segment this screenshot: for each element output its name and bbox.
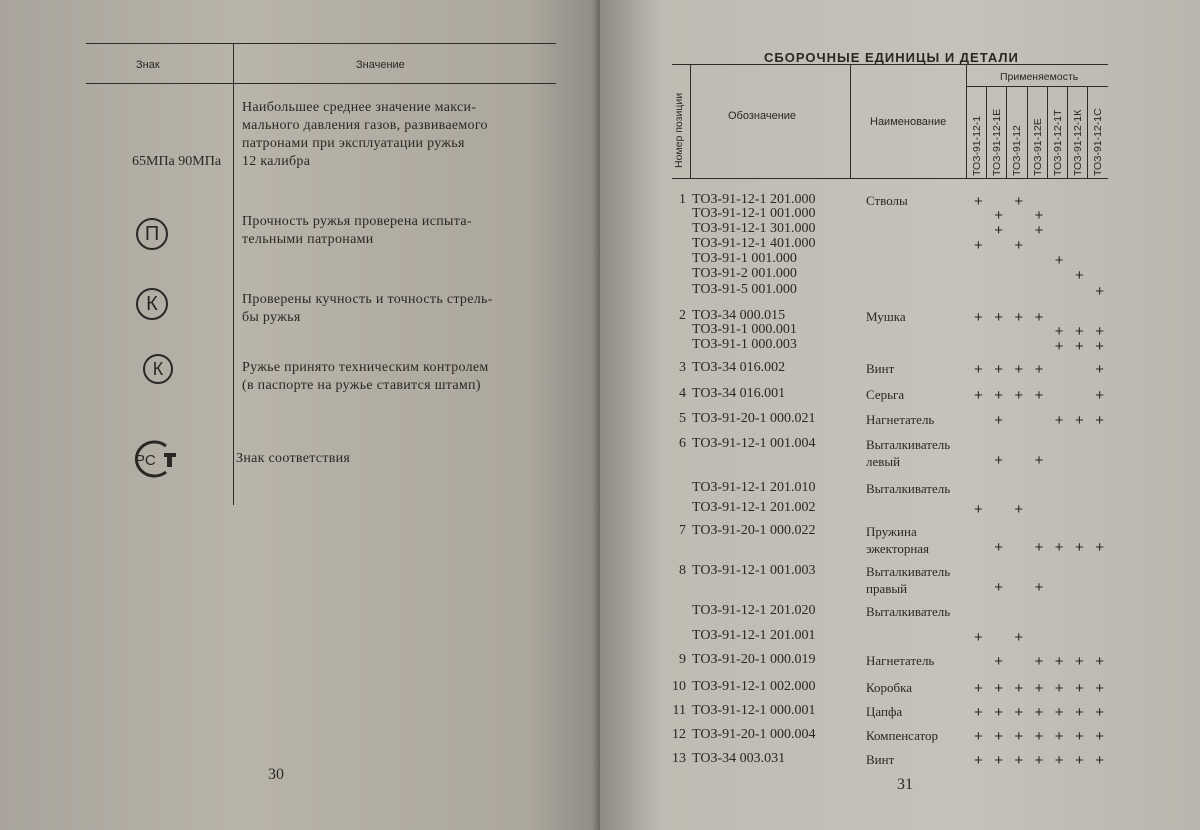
column-header-sign: Знак <box>136 59 160 71</box>
applicability-mark: + <box>1054 252 1064 269</box>
part-name: Винт <box>866 361 895 376</box>
part-designation: ТОЗ-91-1 000.003 <box>692 337 797 352</box>
model-column-divider <box>1087 86 1088 178</box>
pressure-description: Наибольшее среднее значение макси- мального давления газов, развиваемого патронами при эксплуатации ружья 12 калибра <box>242 100 488 169</box>
model-column-divider <box>1047 86 1048 178</box>
position-number: 3 <box>679 360 686 375</box>
applicability-mark: + <box>974 237 983 254</box>
applicability-mark: + <box>1034 361 1044 378</box>
part-designation: ТОЗ-34 016.001 <box>692 386 786 401</box>
applicability-mark: + <box>1034 309 1044 326</box>
inspection-letter: К <box>152 358 164 379</box>
part-designation: ТОЗ-91-2 001.000 <box>692 266 797 281</box>
applicability-mark: + <box>1034 680 1044 697</box>
applicability-mark: + <box>994 680 1003 697</box>
part-name: Пружина эжекторная <box>866 524 930 556</box>
part-name: Стволы <box>866 193 908 208</box>
applicability-mark: + <box>1014 361 1024 378</box>
position-number: 12 <box>672 727 686 742</box>
model-header: ТОЗ-91-12-1Т <box>1051 109 1064 176</box>
part-name: Серьга <box>866 387 905 402</box>
model-header: ТОЗ-91-12-1С <box>1092 108 1105 176</box>
conformity-mark-icon <box>126 438 182 480</box>
applicability-mark: + <box>994 704 1003 721</box>
applicability-mark: + <box>1014 728 1024 745</box>
part-designation: ТОЗ-91-12-1 201.010 <box>692 480 816 495</box>
applicability-mark: + <box>974 193 983 210</box>
part-name: Выталкиватель левый <box>866 437 951 469</box>
applicability-mark: + <box>974 309 983 326</box>
applicability-mark: + <box>1075 653 1084 670</box>
column-header-designation: Обозначение <box>728 110 797 122</box>
accuracy-letter: К <box>146 292 158 315</box>
part-name: Цапфа <box>866 704 903 719</box>
applicability-mark: + <box>1095 728 1104 745</box>
part-designation: ТОЗ-91-12-1 002.000 <box>692 679 816 694</box>
applicability-mark: + <box>1095 412 1104 429</box>
applicability-mark: + <box>1075 338 1084 355</box>
position-number: 11 <box>672 703 686 718</box>
applicability-mark: + <box>1034 539 1044 556</box>
applicability-mark: + <box>1034 653 1044 670</box>
parts-table-header-rule <box>672 178 1108 179</box>
table-column-divider <box>233 43 234 505</box>
applicability-mark: + <box>994 412 1003 429</box>
applicability-mark: + <box>1075 267 1084 284</box>
proof-test-sign <box>136 218 168 250</box>
applicability-mark: + <box>1014 237 1024 254</box>
applicability-mark: + <box>1054 728 1064 745</box>
model-header: ТОЗ-91-12-1Е <box>991 108 1004 176</box>
applicability-mark: + <box>1095 387 1104 404</box>
part-designation: ТОЗ-91-12-1 001.004 <box>692 436 816 451</box>
applicability-mark: + <box>1054 653 1064 670</box>
applicability-mark: + <box>1034 704 1044 721</box>
conformity-description: Знак соответствия <box>236 451 351 466</box>
section-title: СБОРОЧНЫЕ ЕДИНИЦЫ И ДЕТАЛИ <box>764 50 1019 65</box>
applicability-mark: + <box>994 309 1003 326</box>
pressure-sign: 65МПа 90МПа <box>132 154 222 169</box>
part-name: Выталкиватель <box>866 481 951 496</box>
part-designation: ТОЗ-91-12-1 000.001 <box>692 703 816 718</box>
applicability-mark: + <box>1054 704 1064 721</box>
part-name: Мушка <box>866 309 906 324</box>
part-designation: ТОЗ-91-12-1 401.000 <box>692 236 816 251</box>
part-designation: ТОЗ-91-1 001.000 <box>692 251 797 266</box>
applicability-mark: + <box>1014 704 1024 721</box>
table-header-rule <box>86 83 556 84</box>
applicability-mark: + <box>974 387 983 404</box>
signs-table <box>86 43 556 505</box>
part-designation: ТОЗ-91-12-1 001.003 <box>692 563 816 578</box>
part-name: Винт <box>866 752 895 767</box>
part-designation: ТОЗ-91-1 000.001 <box>692 322 797 337</box>
applicability-mark: + <box>974 501 983 518</box>
part-designation: ТОЗ-91-20-1 000.019 <box>692 652 816 667</box>
applicability-mark: + <box>1034 222 1044 239</box>
page-number-left: 30 <box>268 766 284 783</box>
part-designation: ТОЗ-91-20-1 000.021 <box>692 411 816 426</box>
model-column-divider <box>986 86 987 178</box>
applicability-mark: + <box>1034 387 1044 404</box>
applicability-mark: + <box>974 361 983 378</box>
position-number: 5 <box>679 411 686 426</box>
accuracy-description: Проверены кучность и точность стрель- бы ружья <box>242 292 493 325</box>
applicability-mark: + <box>1014 309 1024 326</box>
applicability-mark: + <box>1034 207 1044 224</box>
part-name: Компенсатор <box>866 728 939 743</box>
column-header-position: Номер позиции <box>673 92 685 168</box>
applicability-mark: + <box>974 629 983 646</box>
name-column-divider <box>966 64 967 178</box>
position-number: 7 <box>679 523 686 538</box>
position-number: 9 <box>679 652 686 667</box>
applicability-mark: + <box>1054 323 1064 340</box>
part-name: Нагнетатель <box>866 653 935 668</box>
applicability-mark: + <box>1014 680 1024 697</box>
applicability-mark: + <box>994 653 1003 670</box>
applicability-mark: + <box>1095 361 1104 378</box>
applicability-mark: + <box>1095 323 1104 340</box>
position-column-divider <box>690 64 691 178</box>
designation-column-divider <box>850 64 851 178</box>
applicability-mark: + <box>974 752 983 769</box>
applicability-mark: + <box>1014 501 1024 518</box>
applicability-mark: + <box>1075 704 1084 721</box>
applicability-mark: + <box>1095 752 1104 769</box>
applicability-mark: + <box>994 222 1003 239</box>
part-designation: ТОЗ-91-12-1 201.000 <box>692 192 816 207</box>
proof-test-description: Прочность ружья проверена испыта- тельными патронами <box>242 214 472 247</box>
applicability-mark: + <box>974 728 983 745</box>
model-column-divider <box>1006 86 1007 178</box>
applicability-mark: + <box>994 361 1003 378</box>
applicability-mark: + <box>1075 539 1084 556</box>
model-header: ТОЗ-91-12-1 <box>971 115 983 176</box>
applicability-mark: + <box>1014 193 1024 210</box>
applicability-mark: + <box>1075 752 1084 769</box>
part-name: Нагнетатель <box>866 412 935 427</box>
applicability-mark: + <box>1075 680 1084 697</box>
applicability-mark: + <box>994 387 1003 404</box>
applicability-mark: + <box>1034 752 1044 769</box>
applicability-mark: + <box>994 752 1003 769</box>
applicability-mark: + <box>1034 452 1044 469</box>
position-number: 8 <box>679 563 686 578</box>
applicability-mark: + <box>974 704 983 721</box>
page-number-right: 31 <box>897 776 913 793</box>
applicability-mark: + <box>1014 752 1024 769</box>
applicability-mark: + <box>1095 704 1104 721</box>
applicability-mark: + <box>1075 728 1084 745</box>
part-designation: ТОЗ-91-20-1 000.004 <box>692 727 816 742</box>
inspection-sign <box>143 354 173 384</box>
applicability-mark: + <box>1054 680 1064 697</box>
applicability-mark: + <box>1095 680 1104 697</box>
model-header: ТОЗ-91-12Е <box>1031 118 1044 176</box>
applicability-mark: + <box>1095 283 1104 300</box>
applicability-mark: + <box>1095 539 1104 556</box>
part-designation: ТОЗ-91-12-1 001.000 <box>692 206 816 221</box>
model-header: ТОЗ-91-12-1К <box>1072 109 1084 176</box>
applicability-mark: + <box>994 579 1003 596</box>
applicability-mark: + <box>1075 323 1084 340</box>
part-name: Выталкиватель правый <box>866 564 951 596</box>
part-designation: ТОЗ-91-12-1 301.000 <box>692 221 816 236</box>
applicability-mark: + <box>1054 412 1064 429</box>
applicability-mark: + <box>1075 412 1084 429</box>
position-number: 6 <box>679 436 686 451</box>
position-number: 1 <box>679 192 686 207</box>
column-header-name: Наименование <box>870 116 947 128</box>
applicability-mark: + <box>994 539 1003 556</box>
column-header-value: Значение <box>356 59 405 71</box>
position-number: 4 <box>679 386 686 401</box>
applicability-mark: + <box>994 728 1003 745</box>
part-designation: ТОЗ-91-20-1 000.022 <box>692 523 816 538</box>
applicability-mark: + <box>994 452 1003 469</box>
applicability-mark: + <box>974 680 983 697</box>
model-column-divider <box>1027 86 1028 178</box>
column-header-applicability: Применяемость <box>1000 71 1079 83</box>
accuracy-sign <box>136 288 168 320</box>
part-designation: ТОЗ-91-12-1 201.002 <box>692 500 816 515</box>
part-designation: ТОЗ-91-12-1 201.020 <box>692 603 816 618</box>
inspection-description: Ружье принято техническим контролем (в паспорте на ружье ставится штамп) <box>242 360 489 393</box>
applicability-mark: + <box>1034 579 1044 596</box>
position-number: 10 <box>672 679 686 694</box>
model-column-divider <box>1067 86 1068 178</box>
applicability-mark: + <box>1054 752 1064 769</box>
part-designation: ТОЗ-34 000.015 <box>692 308 786 323</box>
svg-text:РС: РС <box>135 452 156 469</box>
parts-table-top-rule <box>672 64 1108 65</box>
part-designation: ТОЗ-34 003.031 <box>692 751 786 766</box>
applicability-mark: + <box>1014 629 1024 646</box>
applicability-mark: + <box>1054 338 1064 355</box>
model-header: ТОЗ-91-12 <box>1011 125 1024 176</box>
applicability-mark: + <box>994 207 1003 224</box>
applicability-mark: + <box>1095 338 1104 355</box>
proof-test-letter: П <box>144 222 160 245</box>
applicability-mark: + <box>1034 728 1044 745</box>
part-name: Выталкиватель <box>866 604 951 619</box>
applicability-mark: + <box>1014 387 1024 404</box>
part-designation: ТОЗ-91-5 001.000 <box>692 282 797 297</box>
applicability-mark: + <box>1054 539 1064 556</box>
position-number: 2 <box>679 308 686 323</box>
part-name: Коробка <box>866 680 913 695</box>
table-top-rule <box>86 43 556 44</box>
part-designation: ТОЗ-91-12-1 201.001 <box>692 628 816 643</box>
applicability-mark: + <box>1095 653 1104 670</box>
part-designation: ТОЗ-34 016.002 <box>692 360 786 375</box>
position-number: 13 <box>672 751 686 766</box>
